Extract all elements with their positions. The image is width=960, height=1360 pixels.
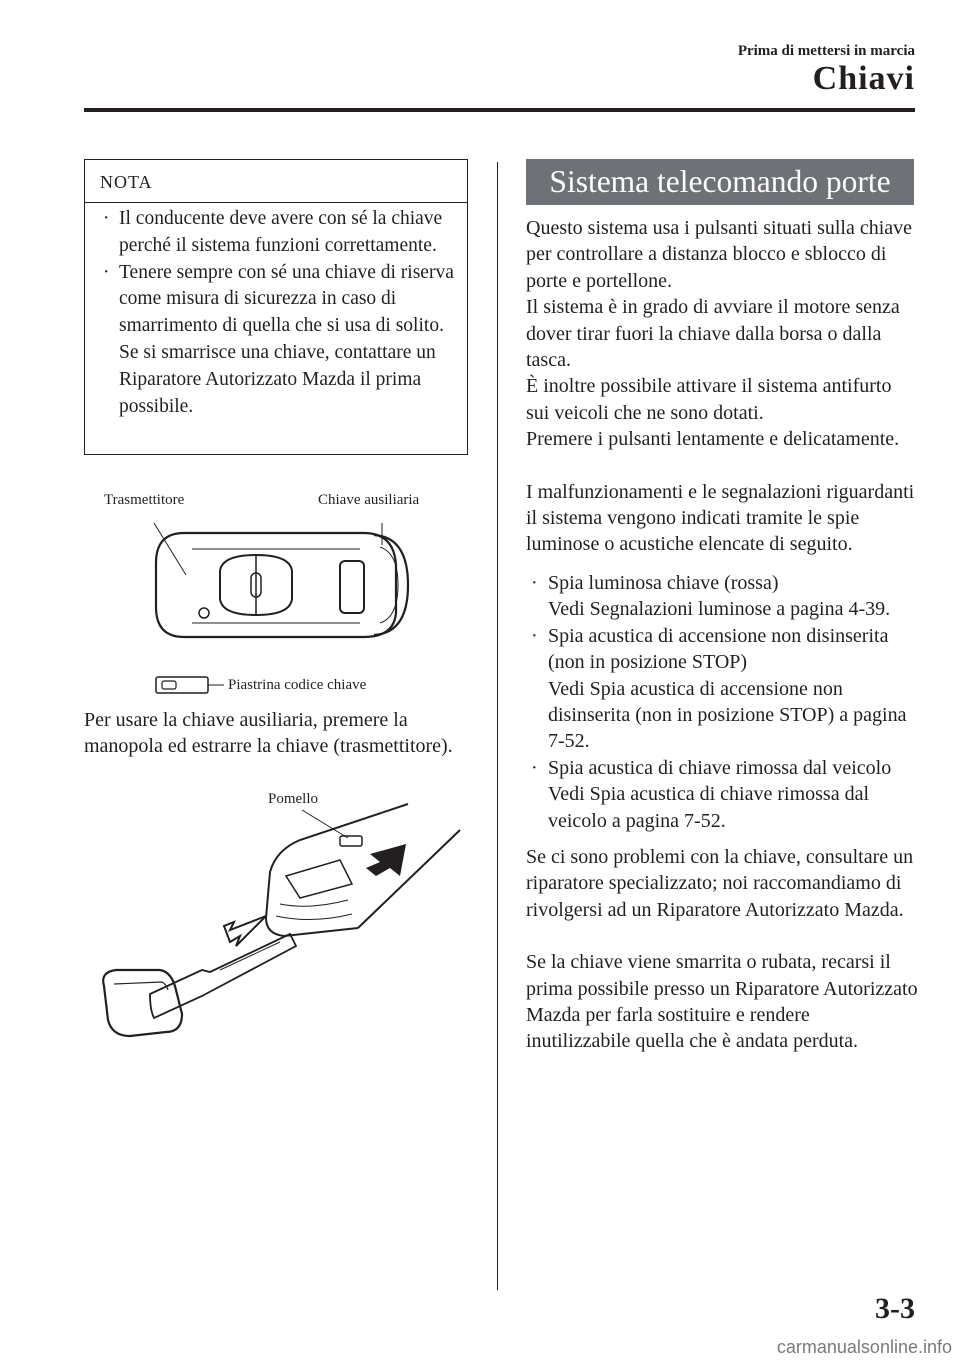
label-code-plate: Piastrina codice chiave: [228, 677, 367, 693]
intro-paragraph: Il sistema è in grado di avviare il motore senza dover tirar fuori la chiave dalla borsa o dalla tasca.: [526, 296, 900, 372]
warning-ref: Vedi Segnalazioni luminose a pagina 4-39.: [548, 598, 891, 621]
aux-key-instructions: Per usare la chiave ausiliaria, premere la manopola ed estrarre la chiave (trasmettitore).: [84, 709, 453, 758]
warning-list-item: [526, 570, 918, 623]
bullet: ·: [531, 571, 538, 594]
warning-ref: Vedi Spia acustica di accensione non disinserita (non in posizione STOP) a pagina 7-52.: [548, 677, 907, 753]
warning-list-item: [526, 623, 918, 755]
aux-key-extraction-illustration: [90, 800, 470, 1050]
label-aux-key: Chiave ausiliaria: [318, 492, 420, 508]
nota-item: [85, 206, 467, 260]
intro-paragraph: Questo sistema usa i pulsanti situati sulla chiave per controllare a distanza blocco e sblocco di porte e portellone.: [526, 217, 913, 292]
bullet: ·: [531, 756, 538, 779]
section-heading-band: [526, 159, 914, 205]
lost-key-paragraph: Se la chiave viene smarrita o rubata, recarsi il prima possibile presso un Riparatore Autorizzato Mazda per farla sostituire e rendere inutilizzabile quella che è andata perduta.: [526, 951, 918, 1053]
label-transmitter: Trasmettitore: [104, 492, 185, 508]
nota-item: [85, 260, 467, 421]
right-column-body: [526, 215, 918, 1055]
nota-rule: [85, 202, 467, 203]
warning-title: Spia luminosa chiave (rossa): [548, 571, 779, 594]
header-rule: [84, 108, 915, 112]
warning-list: [526, 570, 918, 834]
label-knob: Pomello: [268, 791, 319, 807]
intro-paragraph: È inoltre possibile attivare il sistema antifurto sui veicoli che ne sono dotati.: [526, 375, 892, 424]
page-number: 3-3: [875, 1292, 915, 1325]
bullet: ·: [531, 624, 538, 647]
nota-list: [85, 206, 467, 420]
nota-item-text: Il conducente deve avere con sé la chiave perché il sistema funzioni correttamente.: [119, 208, 443, 256]
bullet: ·: [103, 261, 110, 283]
warning-title: Spia acustica di chiave rimossa dal veicolo: [548, 756, 892, 779]
nota-title: NOTA: [100, 172, 153, 192]
section-heading: Sistema telecomando porte: [549, 164, 891, 199]
key-fob-illustration: [84, 505, 468, 705]
problems-paragraph: Se ci sono problemi con la chiave, consultare un riparatore specializzato; noi raccomandiamo di rivolgersi ad un Riparatore Autorizzato Mazda.: [526, 845, 914, 921]
intro-paragraph: Premere i pulsanti lentamente e delicatamente.: [526, 428, 900, 451]
warning-list-item: [526, 755, 918, 834]
nota-item-text: Tenere sempre con sé una chiave di riserva come misura di sicurezza in caso di smarrimento di quella che si usa di solito. Se si smarrisce una chiave, contattare un Riparatore Autorizzato Mazda il prima possibile.: [119, 261, 454, 417]
bullet: ·: [103, 208, 110, 229]
nota-box: [84, 159, 468, 455]
running-header-title: Chiavi: [812, 60, 915, 97]
watermark-footer: carmanualsonline.info: [776, 1337, 952, 1357]
running-header-section: Prima di mettersi in marcia: [737, 43, 915, 59]
warning-title: Spia acustica di accensione non disinserita (non in posizione STOP): [548, 624, 889, 674]
warning-ref: Vedi Spia acustica di chiave rimossa dal veicolo a pagina 7-52.: [548, 783, 870, 832]
column-divider: [497, 162, 498, 1290]
warnings-intro-paragraph: I malfunzionamenti e le segnalazioni riguardanti il sistema vengono indicati tramite le spie luminose o acustiche elencate di seguito.: [526, 480, 915, 556]
